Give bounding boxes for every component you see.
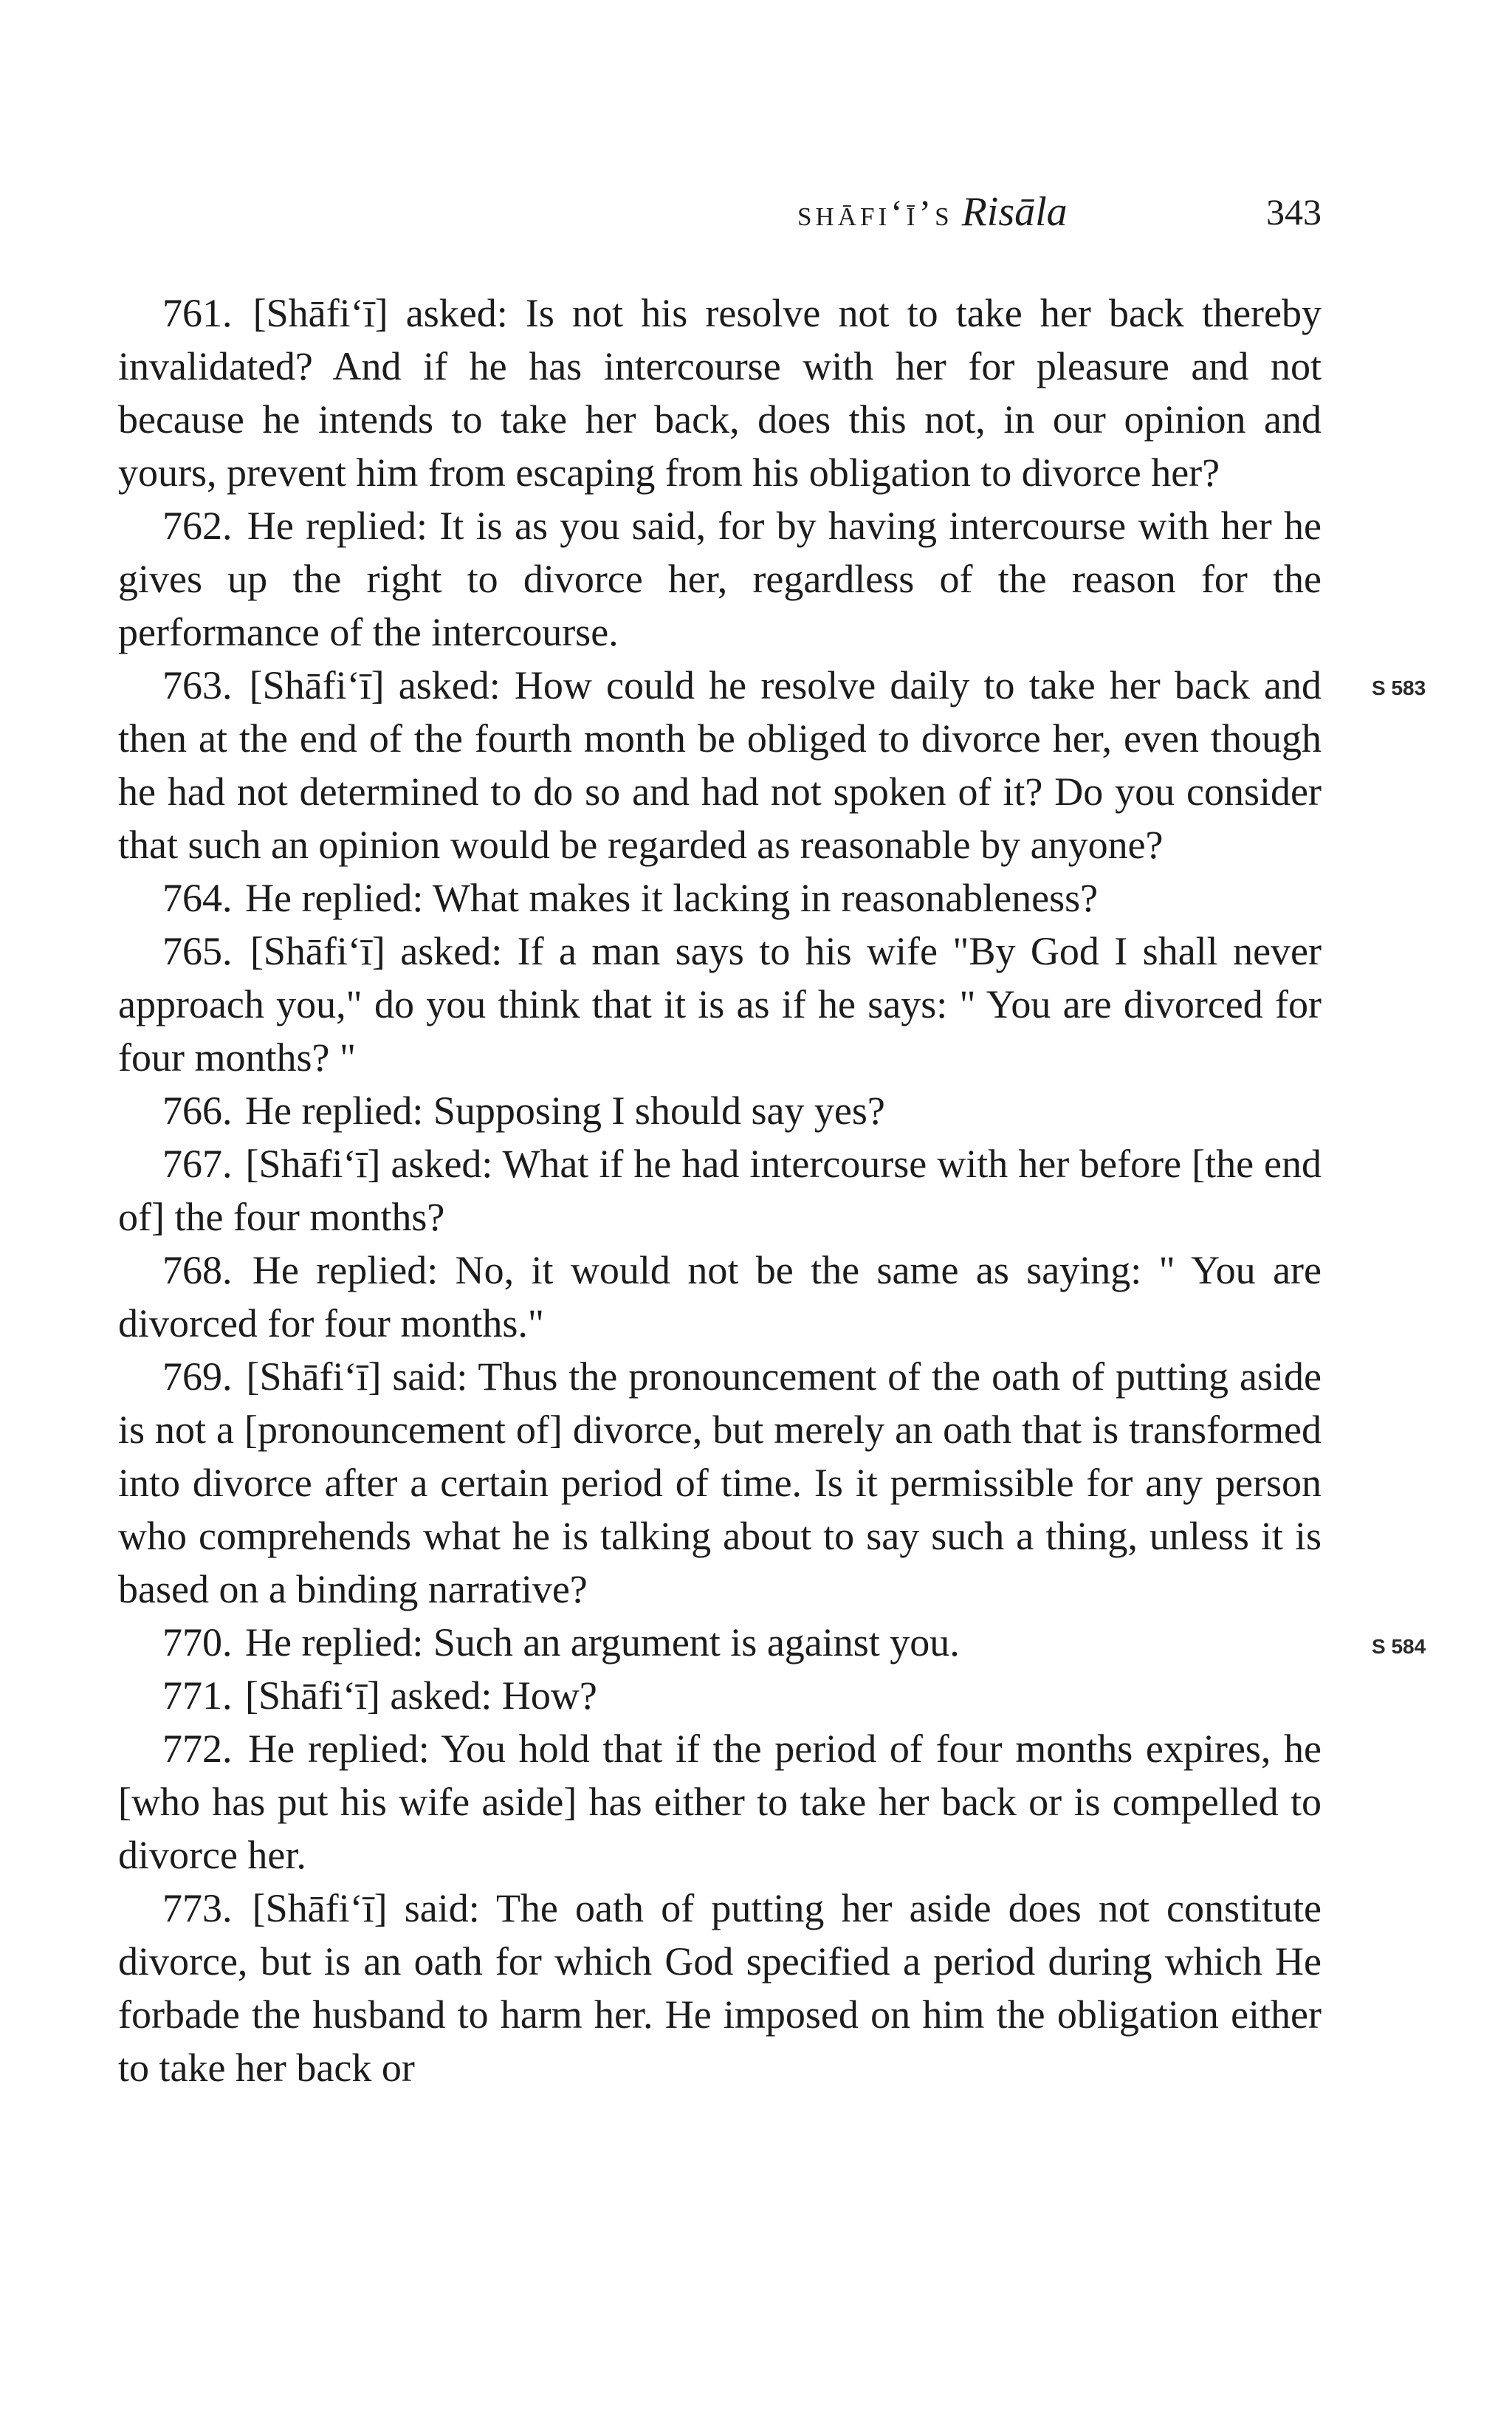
running-head-title: Risāla [961, 189, 1068, 235]
paragraph-763 [118, 659, 1322, 871]
margin-reference-584: S 584 [1372, 1635, 1426, 1658]
paragraph-number: 763. [162, 663, 233, 707]
paragraph-number: 765. [162, 929, 233, 973]
paragraph-text: [Shāfi‘ī] asked: If a man says to his wife "By God I shall never approach you," do you think that it is as if he says: " You are divorced for four months? " [118, 929, 1322, 1080]
paragraph-number: 770. [162, 1620, 233, 1665]
paragraph-text: He replied: What makes it lacking in reasonableness? [245, 876, 1099, 920]
paragraph-number: 773. [162, 1886, 233, 1930]
paragraph-770 [118, 1616, 1322, 1669]
paragraph-762 [118, 499, 1322, 659]
paragraph-text: [Shāfi‘ī] said: Thus the pronouncement of the oath of putting aside is not a [pronouncement of] divorce, but merely an oath that is transformed into divorce after a certain period of time. Is it permissible for any person who comprehends what he is talking about to say such a thing, unless it is based on a binding narrative? [118, 1354, 1322, 1611]
paragraph-771 [118, 1669, 1322, 1722]
paragraph-number: 766. [162, 1089, 233, 1133]
paragraph-number: 768. [162, 1248, 233, 1292]
running-head [797, 186, 1322, 238]
paragraph-772 [118, 1722, 1322, 1882]
paragraph-767 [118, 1137, 1322, 1244]
paragraph-number: 764. [162, 876, 233, 920]
paragraph-text: [Shāfi‘ī] asked: Is not his resolve not to take her back thereby invalidated? And if he has intercourse with her for pleasure and not because he intends to take her back, does this not, in our opinion and yours, prevent him from escaping from his obligation to divorce her? [118, 291, 1322, 495]
paragraph-text: He replied: No, it would not be the same as saying: " You are divorced for four months." [118, 1248, 1322, 1345]
paragraph-text: He replied: Supposing I should say yes? [245, 1089, 885, 1133]
margin-reference-583: S 583 [1372, 676, 1426, 699]
paragraph-764 [118, 871, 1322, 925]
paragraph-766 [118, 1084, 1322, 1137]
paragraph-769 [118, 1350, 1322, 1616]
page-number: 343 [1266, 191, 1322, 233]
paragraph-text: [Shāfi‘ī] asked: What if he had intercourse with her before [the end of] the four months? [118, 1142, 1322, 1239]
paragraph-text: [Shāfi‘ī] said: The oath of putting her aside does not constitute divorce, but is an oath for which God specified a period during which He forbade the husband to harm her. He imposed on him the obligation either to take her back or [118, 1886, 1322, 2090]
paragraph-text: [Shāfi‘ī] asked: How could he resolve daily to take her back and then at the end of the fourth month be obliged to divorce her, even though he had not determined to do so and had not spoken of it? Do you consider that such an opinion would be regarded as reasonable by anyone? [118, 663, 1322, 867]
paragraph-761 [118, 287, 1322, 499]
paragraph-text: He replied: Such an argument is against you. [245, 1620, 960, 1665]
paragraph-text: He replied: It is as you said, for by having intercourse with her he gives up the right to divorce her, regardless of the reason for the performance of the intercourse. [118, 504, 1322, 654]
paragraph-768 [118, 1244, 1322, 1350]
paragraph-number: 772. [162, 1727, 233, 1771]
paragraph-number: 762. [162, 504, 233, 548]
running-head-author: shāfi‘ī’s [797, 192, 953, 233]
body-text [118, 287, 1322, 2094]
paragraph-text: [Shāfi‘ī] asked: How? [245, 1673, 597, 1718]
paragraph-765 [118, 925, 1322, 1084]
paragraph-number: 761. [162, 291, 233, 335]
paragraph-number: 767. [162, 1142, 233, 1186]
paragraph-773 [118, 1882, 1322, 2094]
paragraph-number: 769. [162, 1354, 233, 1399]
paragraph-text: He replied: You hold that if the period of four months expires, he [who has put his wife aside] has either to take her back or is compelled to divorce her. [118, 1727, 1322, 1877]
paragraph-number: 771. [162, 1673, 233, 1718]
